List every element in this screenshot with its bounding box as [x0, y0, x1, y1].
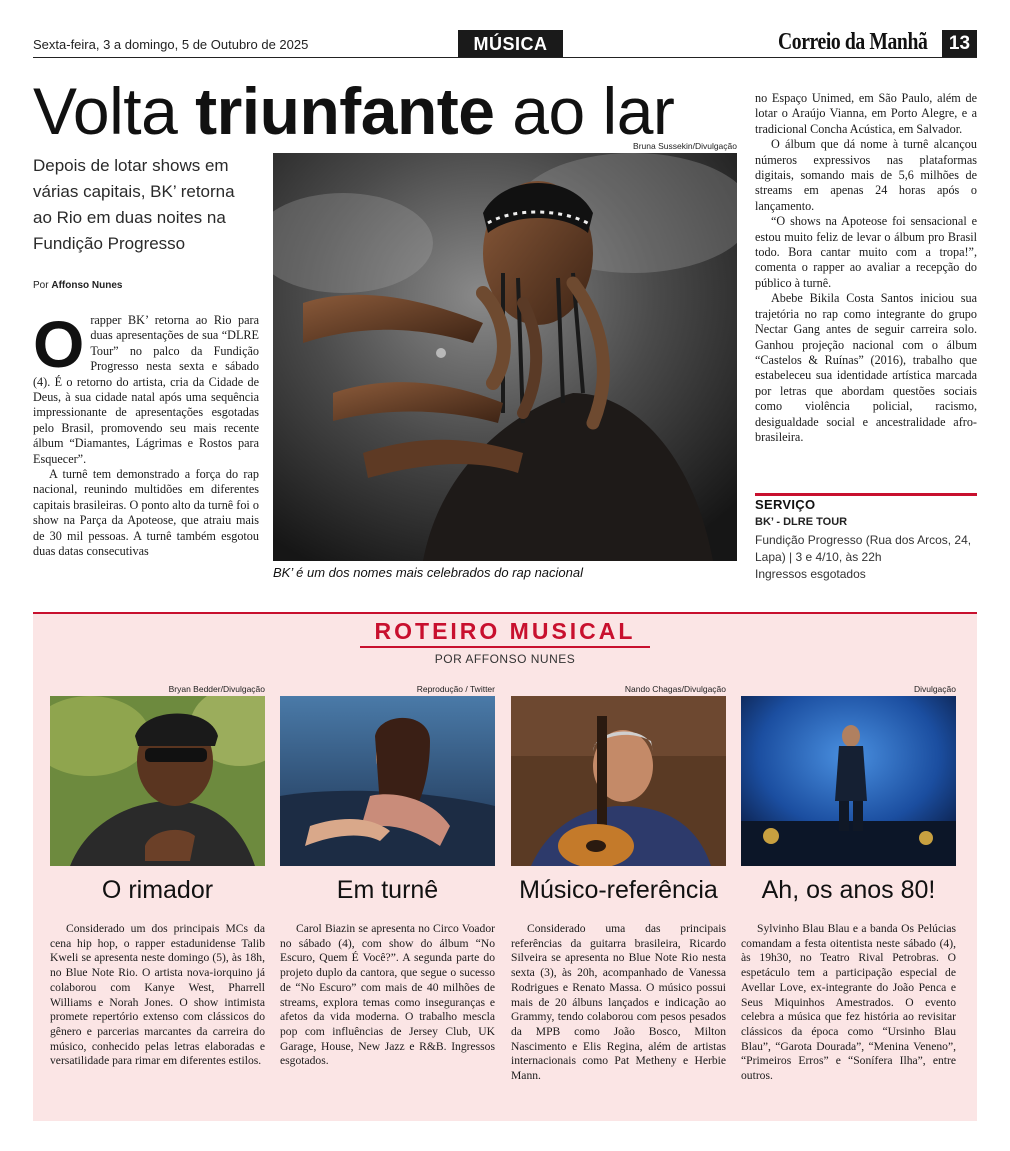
- stage-photo-illustration: [741, 696, 956, 866]
- newspaper-brand: Correio da Manhã: [778, 29, 928, 55]
- card-photo-credit: Nando Chagas/Divulgação: [624, 684, 726, 694]
- header-rule: [33, 57, 977, 58]
- portrait-photo-illustration: [280, 696, 495, 866]
- main-photo: [273, 153, 737, 561]
- article-paragraph: Abebe Bikila Costa Santos iniciou sua trajetória no rap como integrante do grupo Nectar Gang antes de seguir carreira solo. Ganhou projeção nacional com o álbum “Castelos & Ruínas” (2016), trabalho que estabeleceu sua identidade artística marcada por letras que abordam questões sociais como violência policial, racismo, desigualdade social e ancestralidade afro-brasileira.: [755, 291, 977, 444]
- service-status: Ingressos esgotados: [755, 567, 866, 581]
- card-title: Ah, os anos 80!: [761, 876, 936, 904]
- service-title: SERVIÇO: [755, 497, 816, 512]
- card-photo-carol-biazin: [280, 696, 495, 866]
- card-text: [50, 922, 265, 1069]
- card-paragraph: Considerado uma das principais referências da guitarra brasileira, Ricardo Silveira se apresenta no Blue Note Rio nesta sexta (3), às 20h, acompanhado de Vanessa Rodrigues e Renato Massa. O músico possui mais de 20 álbuns lançados e indicação ao Grammy, tendo colaborou com pesos pesados da MPB como João Bosco, Milton Nascimento e Elis Regina, além de artistas internacionais como Pat Metheny e Herbie Mann.: [511, 922, 726, 1083]
- headline-part-1: Volta: [33, 74, 196, 148]
- byline-prefix: Por: [33, 280, 52, 291]
- header-date: Sexta-feira, 3 a domingo, 5 de Outubro de 2025: [33, 37, 309, 52]
- paragraph-text: rapper BK’ retorna ao Rio para duas apresentações de sua “DLRE Tour” no palco da Fundição Progresso nesta sexta e sábado (4). É o retorno do artista, cria da Cidade de Deus, à sua cidade natal após uma sequência impressionante de apresentações esgotadas pelo Brasil, promovendo seu mais recente álbum “Diamantes, Lágrimas e Rostos para Esquecer”.: [33, 313, 259, 466]
- article-paragraph: no Espaço Unimed, em São Paulo, além de lotar o Araújo Vianna, em Porto Alegre, e a tradicional Concha Acústica, em Salvador.: [755, 91, 977, 136]
- standfirst: Depois de lotar shows em várias capitais, BK’ retorna ao Rio em duas noites na Fundição Progresso: [33, 156, 235, 253]
- card-paragraph: Considerado um dos principais MCs da cena hip hop, o rapper estadunidense Talib Kweli se apresenta neste domingo (5), às 18h, no Blue Note Rio. O artista nova-iorquino já colaborou com Kanye West, Pharrell Williams e Norah Jones. O show intimista promete repertório extenso com clássicos do gênero e parcerias marcantes da carreira do músico, conhecido pelas letras elaboradas e versatilidade para rimar em diferentes estilos.: [50, 922, 265, 1068]
- article-paragraph: A turnê tem demonstrado a força do rap nacional, reunindo multidões em diferentes capitais brasileiras. O ponto alto da turnê foi o show na Parça da Apoteose, que atraiu mais de 30 mil pessoas. A turnê também esgotou duas datas consecutivas: [33, 467, 259, 559]
- headline: [33, 72, 674, 150]
- portrait-photo-illustration: [511, 696, 726, 866]
- article-paragraph: “O shows na Apoteose foi sensacional e estou muito feliz de levar o álbum pro Brasil todo. Bora cantar muito com a tropa!”, comenta o rapper ao avaliar a recepção do público à turnê.: [755, 214, 977, 290]
- card-title: O rimador: [101, 876, 214, 904]
- page-number: 13: [942, 30, 977, 57]
- photo-credit: Bruna Sussekin/Divulgação: [633, 141, 737, 151]
- drop-cap: O: [33, 307, 85, 381]
- article-column-3: [755, 91, 977, 445]
- byline-author: Affonso Nunes: [51, 280, 123, 291]
- section-label: MÚSICA: [458, 30, 563, 57]
- service-rule: [755, 493, 977, 496]
- roteiro-title: ROTEIRO MUSICAL: [374, 618, 636, 644]
- card-text: [741, 922, 956, 1084]
- portrait-photo-illustration: [50, 696, 265, 866]
- card-title: Em turnê: [336, 876, 439, 904]
- service-info: [755, 532, 977, 583]
- card-photo-talib-kweli: [50, 696, 265, 866]
- service-event: BK’ - DLRE TOUR: [755, 516, 848, 528]
- card-photo-credit: Divulgação: [913, 684, 956, 694]
- roteiro-byline: POR AFFONSO NUNES: [434, 652, 576, 666]
- service-venue: Fundição Progresso (Rua dos Arcos, 24, Lapa) | 3 e 4/10, às 22h: [755, 533, 972, 564]
- article-paragraph: [33, 307, 259, 467]
- card-photo-credit: Reprodução / Twitter: [416, 684, 495, 694]
- rapper-photo-illustration: [273, 153, 737, 561]
- byline: [33, 280, 122, 291]
- headline-bold: triunfante: [195, 74, 495, 148]
- article-column-1: [33, 307, 259, 560]
- photo-caption: BK’ é um dos nomes mais celebrados do rap nacional: [273, 565, 584, 580]
- card-title: Músico-referência: [519, 876, 718, 904]
- card-text: [511, 922, 726, 1084]
- roteiro-title-underline: [360, 646, 650, 648]
- card-paragraph: Sylvinho Blau Blau e a banda Os Pelúcias comandam a festa oitentista neste sábado (4), às 19h30, no Teatro Rival Petrobras. O espetáculo tem a participação especial de Avellar Love, ex-integrante do João Penca e Seus Miquinhos Amestrados. O evento celebra a música que fez história ao revisitar clássicos da época como “Ursinho Blau Blau”, “Garota Dourada”, “Menina Veneno”, “Primeiros Erros” e “Sonífera Ilha”, entre outros.: [741, 922, 956, 1083]
- card-text: [280, 922, 495, 1069]
- card-photo-credit: Bryan Bedder/Divulgação: [168, 684, 265, 694]
- card-paragraph: Carol Biazin se apresenta no Circo Voador no sábado (4), com show do álbum “No Escuro, Quem É Você?”. A segunda parte do projeto duplo da cantora, que segue o sucesso de “No Escuro” com mais de 40 milhões de streams, explora temas como inseguranças e afetos da vida moderna. O trabalho mescla pop com influências de Jersey Club, UK Garage, House, New Jazz e R&B. Ingressos esgotados.: [280, 922, 495, 1068]
- article-paragraph: O álbum que dá nome à turnê alcançou números expressivos nas plataformas digitais, somando mais de 5,6 milhões de streams em apenas 24 horas após o lançamento.: [755, 137, 977, 213]
- card-photo-sylvinho-blau-blau: [741, 696, 956, 866]
- headline-part-2: ao lar: [494, 74, 675, 148]
- card-photo-ricardo-silveira: [511, 696, 726, 866]
- roteiro-top-rule: [33, 612, 977, 614]
